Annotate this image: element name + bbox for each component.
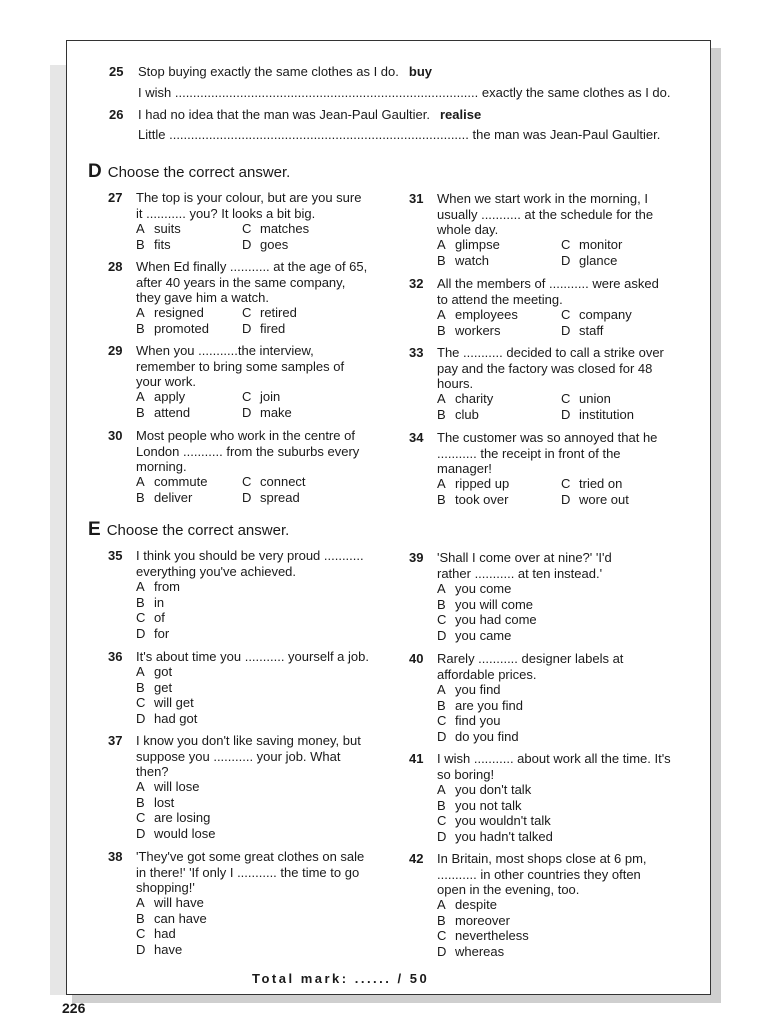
- question-number: 26: [109, 107, 124, 122]
- option-d[interactable]: D do you find: [437, 728, 519, 744]
- option-b[interactable]: B get: [136, 679, 173, 695]
- transform-answer-line: I wish .................................................................................... exactly the same clothes as I do.: [138, 85, 671, 100]
- options: [437, 581, 537, 643]
- section-letter: D: [88, 161, 102, 182]
- option-b[interactable]: B fits: [136, 237, 171, 252]
- question-text: Most people who work in the centre of London ........... from the suburbs every morning.: [136, 428, 360, 474]
- option-b[interactable]: B watch: [437, 253, 489, 268]
- option-c[interactable]: C monitor: [561, 237, 623, 252]
- question-number: 39: [409, 550, 424, 565]
- question-text: In Britain, most shops close at 6 pm, ........... in other countries they often open in the evening, too.: [437, 851, 647, 897]
- option-c[interactable]: C are losing: [136, 810, 211, 825]
- page-number: 226: [62, 1000, 86, 1016]
- page-shadow-right: [711, 48, 721, 1003]
- question-text: 'They've got some great clothes on sale in there!' 'If only I ........... the time to go shopping!': [136, 849, 365, 895]
- question-number: 35: [108, 548, 123, 563]
- option-a[interactable]: A glimpse: [437, 237, 500, 252]
- options: [136, 779, 215, 841]
- option-c[interactable]: C will get: [136, 695, 194, 710]
- option-a[interactable]: A resigned: [136, 305, 204, 320]
- option-d[interactable]: D institution: [561, 407, 634, 422]
- option-c[interactable]: C union: [561, 391, 611, 406]
- margin-strip: [50, 65, 66, 995]
- question-text: When Ed finally ........... at the age of 65, after 40 years in the same company, they gave him a watch.: [136, 259, 368, 305]
- option-b[interactable]: B took over: [437, 492, 509, 507]
- options: [437, 897, 529, 959]
- option-a[interactable]: A from: [136, 579, 180, 594]
- question-text: Rarely ........... designer labels at affordable prices.: [437, 651, 624, 682]
- option-d[interactable]: D for: [136, 625, 170, 641]
- option-d[interactable]: D you hadn't talked: [437, 828, 553, 844]
- options: [437, 782, 553, 844]
- question-number: 34: [409, 430, 424, 445]
- page-shadow-bottom: [72, 995, 721, 1003]
- question-text: I think you should be very proud ........... everything you've achieved.: [136, 548, 364, 579]
- question-number: 42: [409, 851, 424, 866]
- option-d[interactable]: D would lose: [136, 825, 216, 841]
- transform-keyword: realise: [439, 107, 482, 122]
- section-title: Choose the correct answer.: [106, 522, 290, 539]
- option-d[interactable]: D wore out: [561, 492, 629, 507]
- option-b[interactable]: B can have: [136, 910, 207, 926]
- option-a[interactable]: A you don't talk: [437, 782, 532, 797]
- option-b[interactable]: B are you find: [437, 697, 523, 713]
- option-b[interactable]: B moreover: [437, 912, 510, 928]
- option-a[interactable]: A you come: [437, 581, 512, 596]
- transform-sentence: I had no idea that the man was Jean-Paul Gaultier. realise: [138, 107, 482, 122]
- option-a[interactable]: A got: [136, 664, 173, 679]
- options: [136, 895, 207, 957]
- option-c[interactable]: C retired: [242, 305, 297, 320]
- transform-answer-line: Little ................................................................................... the man was Jean-Paul Gaultier.: [138, 127, 661, 142]
- option-a[interactable]: A suits: [136, 221, 181, 236]
- option-c[interactable]: C you had come: [437, 612, 537, 627]
- question-number: 32: [409, 276, 424, 291]
- options: [437, 682, 523, 744]
- option-c[interactable]: C connect: [242, 474, 306, 489]
- option-d[interactable]: D have: [136, 941, 183, 957]
- option-b[interactable]: B club: [437, 407, 479, 422]
- question-number: 33: [409, 345, 424, 360]
- question-text: When you ...........the interview, remember to bring some samples of your work.: [136, 343, 345, 389]
- option-c[interactable]: C join: [242, 389, 281, 404]
- option-a[interactable]: A employees: [437, 307, 518, 322]
- option-a[interactable]: A ripped up: [437, 476, 510, 491]
- question-number: 25: [109, 64, 124, 79]
- question-number: 31: [409, 191, 424, 206]
- option-b[interactable]: B deliver: [136, 490, 193, 505]
- option-c[interactable]: C you wouldn't talk: [437, 813, 551, 828]
- option-d[interactable]: D make: [242, 405, 292, 420]
- question-text: The ........... decided to call a strike over pay and the factory was closed for 48 hours.: [437, 345, 664, 391]
- question-text: All the members of ........... were asked to attend the meeting.: [437, 276, 659, 307]
- option-b[interactable]: B attend: [136, 405, 191, 420]
- option-d[interactable]: D had got: [136, 710, 198, 726]
- total-mark: Total mark: ...... / 50: [252, 971, 430, 986]
- option-c[interactable]: C matches: [242, 221, 310, 236]
- option-c[interactable]: C find you: [437, 713, 501, 728]
- question-text: The top is your colour, but are you sure it ........... you? It looks a bit big.: [136, 190, 362, 221]
- option-d[interactable]: D staff: [561, 323, 604, 338]
- option-b[interactable]: B promoted: [136, 321, 209, 336]
- option-c[interactable]: C company: [561, 307, 632, 322]
- section-letter: E: [88, 519, 101, 540]
- option-a[interactable]: A you find: [437, 682, 501, 697]
- question-number: 40: [409, 651, 424, 666]
- question-number: 27: [108, 190, 123, 205]
- question-text: When we start work in the morning, I usually ........... at the schedule for the whole day.: [437, 191, 654, 237]
- transform-sentence: Stop buying exactly the same clothes as I do. buy: [138, 64, 432, 79]
- option-d[interactable]: D you came: [437, 627, 512, 643]
- section-e-heading: [88, 519, 289, 541]
- option-a[interactable]: A will have: [136, 895, 204, 910]
- question-number: 28: [108, 259, 123, 274]
- question-text: I know you don't like saving money, but suppose you ........... your job. What then?: [136, 733, 361, 779]
- option-a[interactable]: A charity: [437, 391, 494, 406]
- question-number: 41: [409, 751, 424, 766]
- option-c[interactable]: C tried on: [561, 476, 623, 491]
- section-d-heading: [88, 161, 290, 183]
- question-text: 'Shall I come over at nine?' 'I'd rather ........... at ten instead.': [437, 550, 612, 581]
- question-text: It's about time you ........... yourself a job.: [136, 649, 369, 664]
- options: [136, 579, 180, 641]
- option-a[interactable]: A will lose: [136, 779, 200, 794]
- option-d[interactable]: D spread: [242, 490, 300, 505]
- question-text: The customer was so annoyed that he ........... the receipt in front of the manager!: [437, 430, 658, 476]
- section-title: Choose the correct answer.: [107, 164, 291, 181]
- option-b[interactable]: B in: [136, 594, 165, 610]
- option-b[interactable]: B lost: [136, 794, 175, 810]
- option-b[interactable]: B you will come: [437, 596, 534, 612]
- option-c[interactable]: C of: [136, 610, 165, 625]
- question-number: 29: [108, 343, 123, 358]
- option-a[interactable]: A apply: [136, 389, 186, 404]
- question-number: 37: [108, 733, 123, 748]
- options: [136, 664, 197, 726]
- question-number: 30: [108, 428, 123, 443]
- option-a[interactable]: A despite: [437, 897, 497, 912]
- option-d[interactable]: D goes: [242, 237, 289, 252]
- question-number: 36: [108, 649, 123, 664]
- option-a[interactable]: A commute: [136, 474, 208, 489]
- question-number: 38: [108, 849, 123, 864]
- option-d[interactable]: D whereas: [437, 943, 505, 959]
- option-c[interactable]: C nevertheless: [437, 928, 529, 943]
- option-b[interactable]: B you not talk: [437, 797, 522, 813]
- option-c[interactable]: C had: [136, 926, 176, 941]
- question-text: I wish ........... about work all the time. It's so boring!: [437, 751, 671, 782]
- transform-keyword: buy: [408, 64, 432, 79]
- option-b[interactable]: B workers: [437, 323, 501, 338]
- option-d[interactable]: D fired: [242, 321, 286, 336]
- option-d[interactable]: D glance: [561, 253, 618, 268]
